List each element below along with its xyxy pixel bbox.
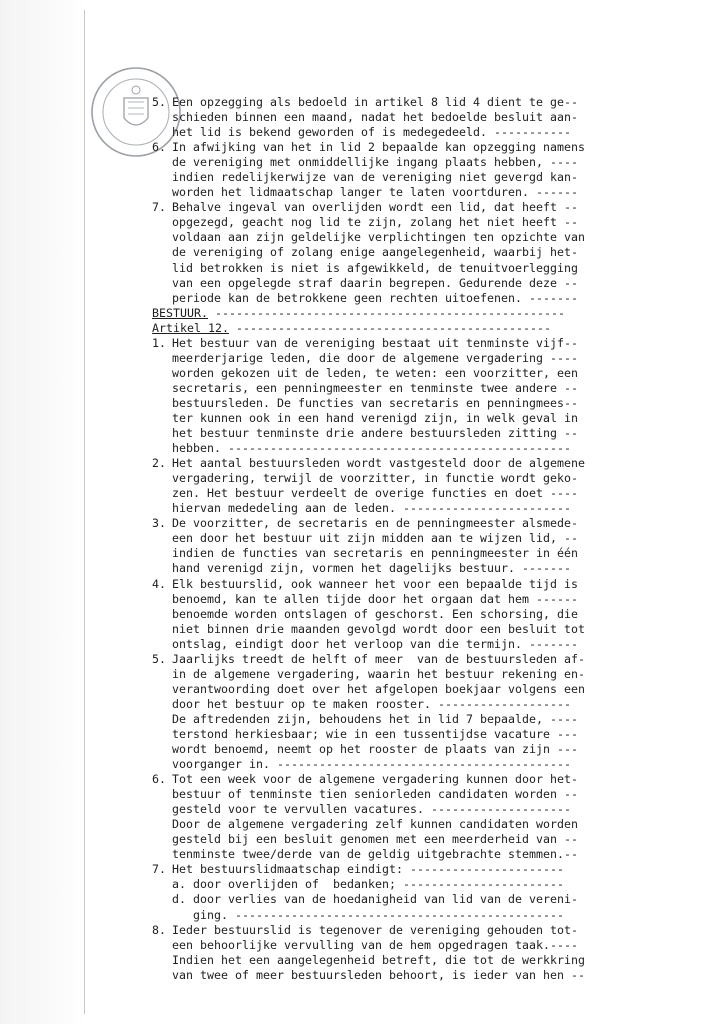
article-rule: --------------------------------------------- (229, 320, 552, 335)
paragraph-11-5 (152, 95, 712, 140)
text-line: lid betrokken is niet is afgewikkeld, de tenuitvoerlegging (172, 260, 579, 275)
paragraph-12-2 (152, 456, 712, 516)
paragraph-12-1 (152, 336, 712, 456)
text-line: van twee of meer bestuursleden behoort, is ieder van hen -- (172, 967, 586, 982)
text-line: Door de algemene vergadering zelf kunnen candidaten worden (172, 817, 579, 832)
text-line: bestuur of tenminste tien seniorleden candidaten worden -- (172, 787, 579, 802)
text-line: benoemde worden ontslagen of geschorst. Een schorsing, die (172, 606, 579, 621)
article-title: Artikel 12. (152, 320, 230, 335)
text-line: wordt benoemd, neemt op het rooster de plaats van zijn --- (172, 742, 579, 757)
text-line: indien redelijkerwijze van de vereniging niet gevergd kan- (172, 170, 579, 185)
text-line: Het bestuurslidmaatschap eindigt: ---------------------- (172, 862, 565, 877)
text-line: voldaan aan zijn geldelijke verplichtingen ten opzichte van (172, 230, 586, 245)
text-line: De aftredenden zijn, behoudens het in lid 7 bepaalde, ---- (172, 711, 579, 726)
paragraph-number: 7. (152, 862, 167, 877)
paragraph-number: 5. (152, 651, 167, 666)
text-line: worden het lidmaatschap langer te laten voortduren. ------ (172, 185, 579, 200)
text-line: Ieder bestuurslid is tegenover de vereniging gehouden tot- (172, 922, 579, 937)
text-line: hand verenigd zijn, vormen het dagelijks bestuur. ------- (172, 561, 572, 576)
text-line: Het aantal bestuursleden wordt vastgesteld door de algemene (172, 456, 586, 471)
text-line: het lid is bekend geworden of is medegedeeld. ----------- (172, 125, 572, 140)
text-line: Jaarlijks treedt de helft of meer van de bestuursleden af- (172, 651, 586, 666)
text-line: vergadering, terwijl de voorzitter, in functie wordt geko- (172, 471, 579, 486)
text-line: d. door verlies van de hoedanigheid van lid van de vereni- (172, 892, 579, 907)
text-line: bestuursleden. De functies van secretaris en penningmees-- (172, 395, 579, 410)
text-line: hebben. ------------------------------------------------- (172, 441, 572, 456)
paragraph-number: 5. (152, 95, 167, 109)
paragraph-number: 2. (152, 456, 167, 471)
text-line: ter kunnen ook in een hand verenigd zijn, in welk geval in (172, 410, 579, 425)
paragraph-number: 1. (152, 335, 167, 350)
text-line: Elk bestuurslid, ook wanneer het voor een bepaalde tijd is (172, 576, 579, 591)
text-line: de vereniging of zolang enige aangelegenheid, waarbij het- (172, 245, 579, 260)
text-line: opgezegd, geacht nog lid te zijn, zolang het niet heeft -- (172, 215, 579, 230)
text-line: een door het bestuur uit zijn midden aan te wijzen lid, -- (172, 531, 579, 546)
paragraph-number: 8. (152, 922, 167, 937)
text-line: schieden binnen een maand, nadat het bedoelde besluit aan- (172, 110, 579, 125)
paragraph-12-8 (152, 923, 712, 983)
text-line: hiervan mededeling aan de leden. ------------------------ (172, 501, 572, 516)
paragraph-12-7 (152, 862, 712, 922)
text-line: ging. ----------------------------------------------- (172, 907, 565, 922)
text-line: De voorzitter, de secretaris en de penningmeester alsmede- (172, 516, 579, 531)
paragraph-12-3 (152, 516, 712, 576)
text-line: meerderjarige leden, die door de algemene vergadering ---- (172, 350, 579, 365)
paragraph-number: 4. (152, 576, 167, 591)
text-line: door het bestuur op te maken rooster. ------------------- (172, 696, 572, 711)
text-line: Indien het een aangelegenheid betreft, die tot de werkkring (172, 952, 586, 967)
text-line: Het bestuur van de vereniging bestaat uit tenminste vijf-- (172, 335, 579, 350)
text-line: een behoorlijke vervulling van de hem opgedragen taak.---- (172, 937, 579, 952)
text-line: a. door overlijden of bedanken; ----------------------- (172, 877, 565, 892)
section-title: BESTUUR. (152, 305, 209, 320)
text-line: niet binnen drie maanden gevolgd wordt door een besluit tot (172, 621, 586, 636)
text-line: gesteld voor te vervullen vacatures. -------------------- (172, 802, 572, 817)
text-line: de vereniging met onmiddellijke ingang plaats hebben, ---- (172, 155, 579, 170)
paragraph-number: 3. (152, 516, 167, 531)
text-line: ontslag, eindigt door het verloop van die termijn. ------- (172, 636, 579, 651)
paragraph-11-7 (152, 200, 712, 305)
text-line: voorganger in. ------------------------------------------ (172, 757, 572, 772)
paragraph-number: 6. (152, 140, 167, 155)
text-line: in de algemene vergadering, waarin het bestuur rekening en- (172, 666, 586, 681)
text-line: Behalve ingeval van overlijden wordt een lid, dat heeft -- (172, 200, 579, 215)
paragraph-12-6 (152, 772, 712, 862)
text-line: Tot een week voor de algemene vergadering kunnen door het- (172, 772, 579, 787)
text-line: indien de functies van secretaris en penningmeester in één (172, 546, 579, 561)
text-line: zen. Het bestuur verdeelt de overige functies en doet ---- (172, 486, 579, 501)
page-margin-shadow (0, 0, 86, 1024)
text-line: benoemd, kan te allen tijde door het orgaan dat hem ------ (172, 591, 579, 606)
text-line: gesteld bij een besluit genomen met een meerderheid van -- (172, 832, 579, 847)
text-line: verantwoording doet over het afgelopen boekjaar volgens een (172, 681, 586, 696)
text-line: tenminste twee/derde van de geldig uitgebrachte stemmen.-- (172, 847, 579, 862)
text-line: terstond herkiesbaar; wie in een tussentijdse vacature --- (172, 726, 579, 741)
text-line: van een opgelegde straf daarin begrepen. Gedurende deze -- (172, 275, 579, 290)
article-12 (152, 336, 712, 983)
paragraph-number: 6. (152, 772, 167, 787)
document-body (152, 95, 712, 983)
paragraph-11-6 (152, 140, 712, 200)
text-line: worden gekozen uit de leden, te weten: een voorzitter, een (172, 365, 579, 380)
text-line: Een opzegging als bedoeld in artikel 8 lid 4 dient te ge-- (172, 95, 579, 109)
paragraph-number: 7. (152, 200, 167, 215)
paragraph-12-5 (152, 652, 712, 772)
article-11-continuation (152, 95, 712, 306)
text-line: het bestuur tenminste drie andere bestuursleden zitting -- (172, 426, 579, 441)
text-line: periode kan de betrokkene geen rechten uitoefenen. ------- (172, 290, 579, 305)
section-heading (152, 306, 712, 321)
text-line: In afwijking van het in lid 2 bepaalde kan opzegging namens (172, 140, 586, 155)
text-line: secretaris, een penningmeester en tenminste twee andere -- (172, 380, 579, 395)
paragraph-12-4 (152, 577, 712, 652)
section-rule: -------------------------------------------------- (208, 305, 566, 320)
article-heading (152, 321, 712, 336)
